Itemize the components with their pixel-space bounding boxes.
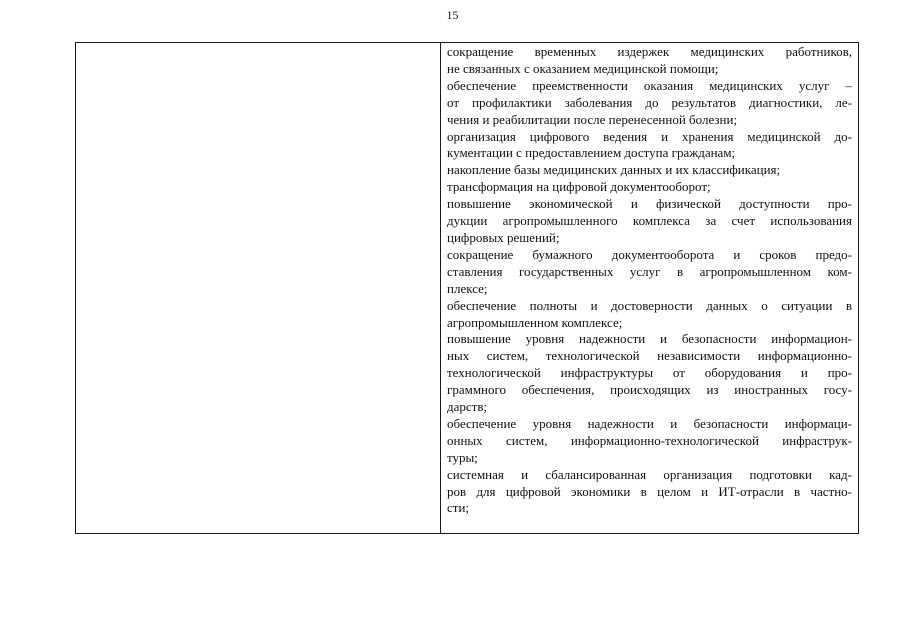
text-line: агропромышленном комплексе; (447, 314, 623, 330)
text-line: организация цифрового ведения и хранения медицинской до- (447, 128, 852, 144)
text-line: сокращение бумажного документооборота и сроков предо- (447, 246, 852, 262)
text-line: плексе; (447, 280, 488, 296)
text-line: кументации с предоставлением доступа гражданам; (447, 145, 736, 161)
page-number: 15 (446, 8, 459, 22)
text-line: цифровых решений; (447, 229, 560, 245)
table-left-cell (76, 43, 441, 533)
text-line: ных систем, технологической независимости информационно- (447, 348, 852, 364)
text-line: повышение уровня надежности и безопасности информацион- (447, 331, 852, 347)
text-line: онных систем, информационно-технологической инфраструк- (447, 432, 852, 448)
text-line: не связанных с оказанием медицинской помощи; (447, 60, 719, 76)
document-table (75, 42, 859, 534)
text-line: трансформация на цифровой документооборот; (447, 179, 711, 195)
text-line: обеспечение уровня надежности и безопасности информаци- (447, 415, 852, 431)
table-right-cell (441, 43, 858, 533)
text-line: ставления государственных услуг в агропромышленном ком- (447, 263, 852, 279)
text-line: туры; (447, 449, 478, 465)
text-line: дукции агропромышленного комплекса за счет использования (447, 213, 852, 229)
text-line: системная и сбалансированная организация подготовки кад- (447, 466, 852, 482)
text-line: сокращение временных издержек медицинских работников, (447, 44, 852, 59)
text-line: технологической инфраструктуры от оборудования и про- (447, 365, 852, 381)
text-line: накопление базы медицинских данных и их классификация; (447, 162, 781, 178)
text-line: сти; (447, 500, 470, 516)
text-line: от профилактики заболевания до результатов диагностики, ле- (447, 94, 852, 110)
text-line: ров для цифровой экономики в целом и ИТ-отрасли в частно- (447, 483, 852, 499)
text-line: дарств; (447, 399, 488, 415)
text-line: повышение экономической и физической доступности про- (447, 196, 852, 212)
text-line: обеспечение полноты и достоверности данных о ситуации в (447, 297, 852, 313)
text-line: обеспечение преемственности оказания медицинских услуг – (447, 77, 852, 93)
text-line: чения и реабилитации после перенесенной болезни; (447, 111, 738, 127)
text-line: граммного обеспечения, происходящих из иностранных госу- (447, 382, 852, 398)
